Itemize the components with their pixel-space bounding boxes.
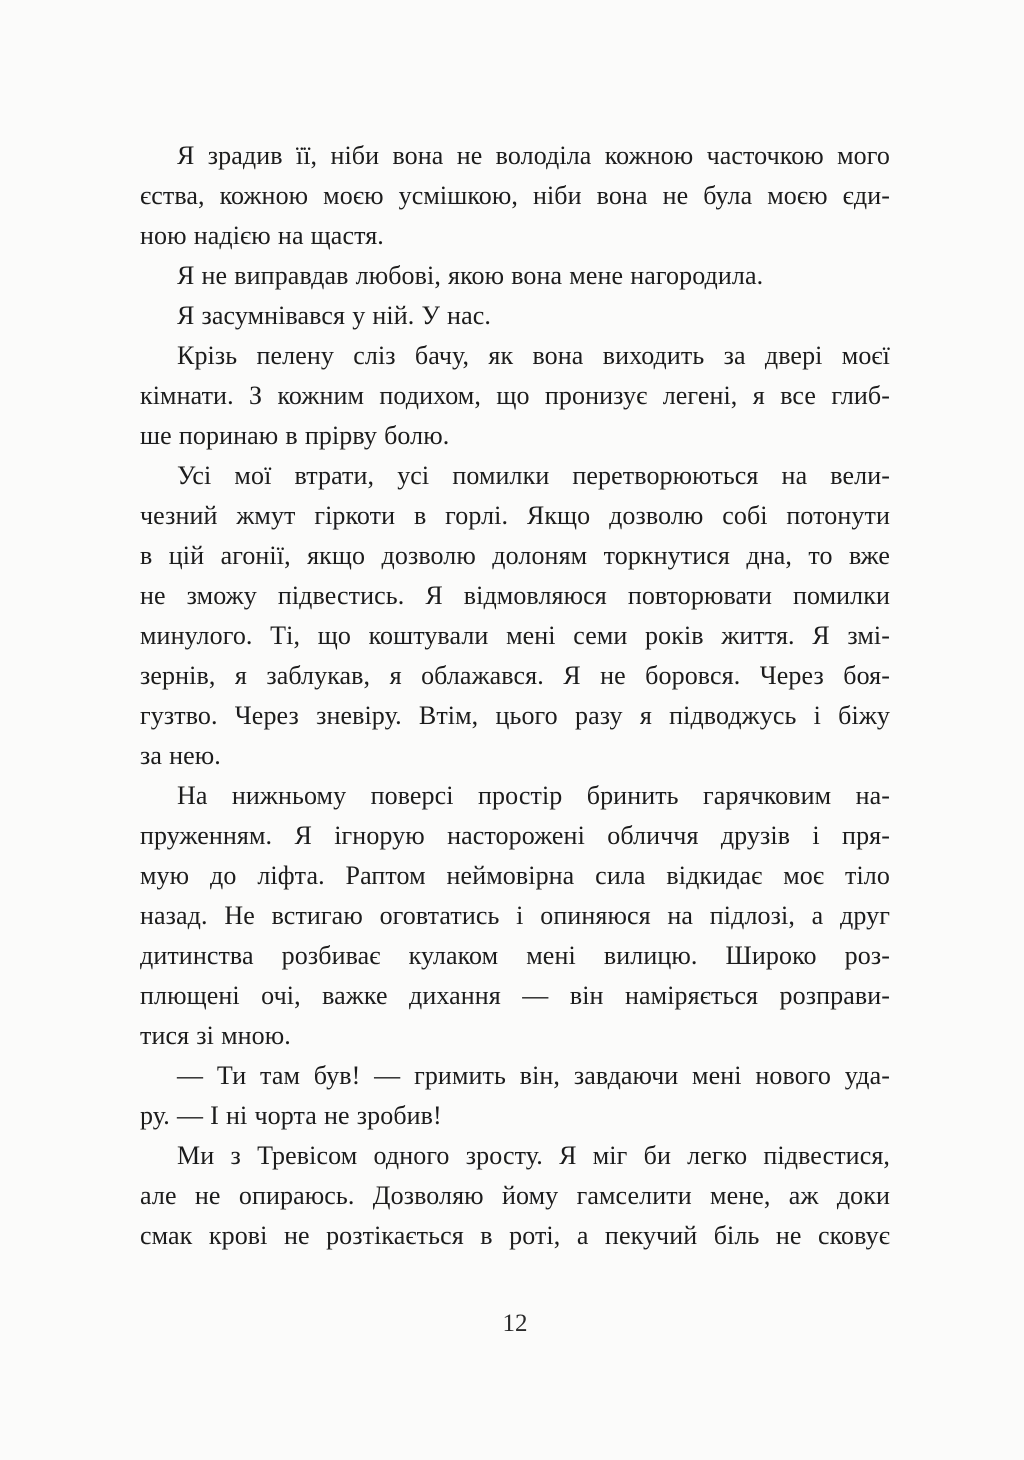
text-line: Я не виправдав любові, якою вона мене нагородила.: [177, 261, 764, 290]
text-line: Крізь пелену сліз бачу, як вона виходить за двері моєї: [177, 341, 890, 370]
paragraph: [140, 136, 890, 256]
text-line: назад. Не встигаю оговтатись і опиняюся на підлозі, а друг: [140, 901, 890, 930]
text-line: Я зрадив її, ніби вона не володіла кожною часточкою мого: [177, 141, 890, 170]
text-line: ше поринаю в прірву болю.: [140, 421, 450, 450]
page-text: [140, 136, 890, 1256]
text-line: минулого. Ті, що коштували мені семи років життя. Я змі-: [140, 621, 890, 650]
text-line: тися зі мною.: [140, 1021, 291, 1050]
paragraph: [140, 456, 890, 776]
text-line: плющені очі, важке дихання — він наміряється розправи-: [140, 981, 890, 1010]
text-line: зернів, я заблукав, я облажався. Я не боровся. Через боя-: [140, 661, 890, 690]
text-line: пруженням. Я ігнорую насторожені обличчя друзів і пря-: [140, 821, 890, 850]
text-line: дитинства розбиває кулаком мені вилицю. Широко роз-: [140, 941, 890, 970]
text-line: кімнати. З кожним подихом, що пронизує легені, я все глиб-: [140, 381, 890, 410]
text-line: в цій агонії, якщо дозволю долоням торкнутися дна, то вже: [140, 541, 890, 570]
text-line: смак крові не розтікається в роті, а пекучий біль не сковує: [140, 1221, 890, 1250]
paragraph: [140, 1136, 890, 1256]
text-line: ною надією на щастя.: [140, 221, 384, 250]
paragraph: [140, 336, 890, 456]
paragraph: [140, 1056, 890, 1136]
text-line: але не опираюсь. Дозволяю йому гамселити мене, аж доки: [140, 1181, 890, 1210]
text-line: не зможу підвестись. Я відмовляюся повторювати помилки: [140, 581, 890, 610]
text-line: Усі мої втрати, усі помилки перетворюються на вели-: [177, 461, 890, 490]
text-line: На нижньому поверсі простір бринить гарячковим на-: [177, 781, 890, 810]
text-line: Ми з Тревісом одного зросту. Я міг би легко підвестися,: [177, 1141, 890, 1170]
paragraph: [140, 776, 890, 1056]
page-number: 12: [502, 1310, 528, 1337]
text-line: — Ти там був! — гримить він, завдаючи мені нового уда-: [177, 1061, 890, 1090]
paragraph: [140, 296, 890, 336]
paragraph: [140, 256, 890, 296]
text-line: за нею.: [140, 741, 221, 770]
text-line: мую до ліфта. Раптом неймовірна сила відкидає моє тіло: [140, 861, 890, 890]
text-line: чезний жмут гіркоти в горлі. Якщо дозволю собі потонути: [140, 501, 890, 530]
text-line: єства, кожною моєю усмішкою, ніби вона не була моєю єди-: [140, 181, 890, 210]
text-line: гузтво. Через зневіру. Втім, цього разу я підводжусь і біжу: [140, 701, 890, 730]
text-line: ру. — І ні чорта не зробив!: [140, 1101, 442, 1130]
text-line: Я засумнівався у ній. У нас.: [177, 301, 491, 330]
